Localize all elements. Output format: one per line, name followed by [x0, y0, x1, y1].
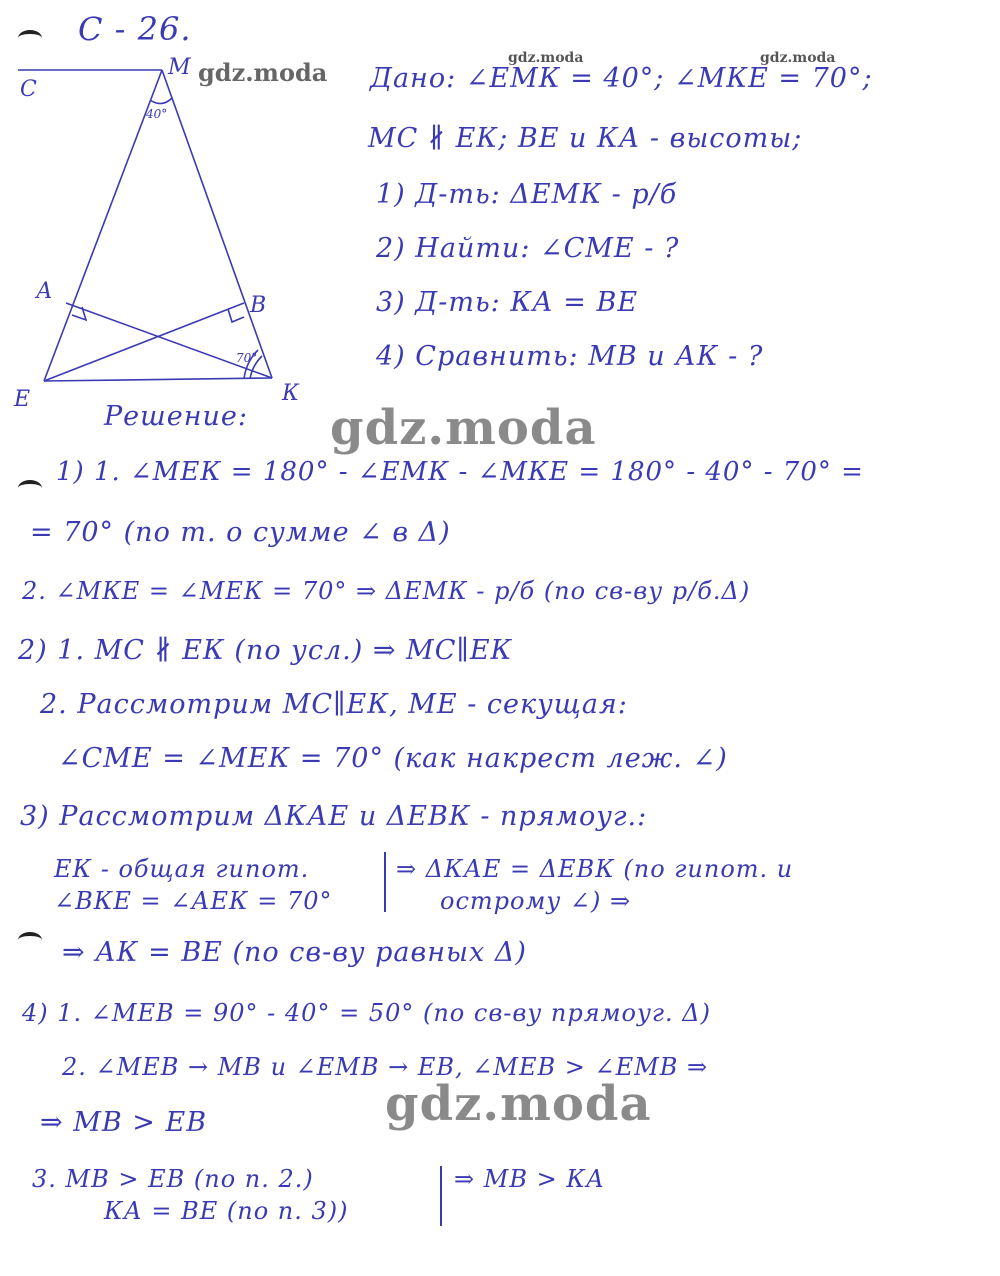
- solution-line: острому ∠) ⇒: [440, 887, 632, 915]
- watermark: gdz.moda: [508, 50, 584, 66]
- question-3: 3) Д-ть: КА = ВЕ: [376, 287, 639, 318]
- angle-arc-m: [150, 98, 172, 104]
- watermark: gdz.moda: [330, 400, 597, 456]
- brace: [384, 852, 386, 912]
- solution-line: ⇒ МВ > КА: [454, 1165, 606, 1193]
- solution-line: ∠СМЕ = ∠МЕК = 70° (как накрест леж. ∠): [58, 743, 728, 774]
- label-b: В: [250, 293, 267, 318]
- given-line-1: Дано: ∠ЕМК = 40°; ∠МКЕ = 70°;: [370, 63, 873, 94]
- margin-mark: [18, 30, 42, 46]
- label-m: М: [168, 55, 191, 80]
- side-ek: [44, 378, 272, 381]
- label-a: А: [36, 279, 53, 304]
- label-k: К: [282, 381, 300, 406]
- brace: [440, 1166, 442, 1226]
- altitude-ka: [66, 303, 272, 378]
- solution-line: = 70° (по т. о сумме ∠ в Δ): [30, 517, 451, 548]
- altitude-eb: [44, 303, 244, 381]
- solution-line: 2. Рассмотрим МС∥ЕК, МЕ - секущая:: [40, 689, 628, 720]
- solution-line: ⇒ АК = ВЕ (по св-ву равных Δ): [62, 937, 527, 968]
- margin-mark: [18, 480, 42, 496]
- solution-line: 2. ∠МЕВ → МВ и ∠ЕМВ → ЕВ, ∠МЕВ > ∠ЕМВ ⇒: [62, 1053, 709, 1081]
- solution-line: 2. ∠МКЕ = ∠МЕК = 70° ⇒ ΔЕМК - р/б (по св-ву р/б.Δ): [22, 577, 751, 605]
- solution-heading: Решение:: [104, 401, 248, 432]
- question-1: 1) Д-ть: ΔЕМК - р/б: [376, 179, 678, 210]
- watermark: gdz.moda: [198, 58, 328, 87]
- solution-line: 1) 1. ∠МЕК = 180° - ∠ЕМК - ∠МКЕ = 180° - 40° - 70° =: [56, 457, 864, 487]
- solution-line: 4) 1. ∠МЕВ = 90° - 40° = 50° (по св-ву прямоуг. Δ): [22, 999, 711, 1027]
- solution-line: КА = ВЕ (по п. 3)): [104, 1197, 349, 1225]
- label-c: С: [20, 77, 37, 102]
- solution-line: 3) Рассмотрим ΔКАЕ и ΔЕВК - прямоуг.:: [20, 801, 648, 832]
- solution-line: 2) 1. МС ∦ ЕК (по усл.) ⇒ МС∥ЕК: [18, 635, 513, 666]
- angle-label-k: 70°: [236, 351, 258, 365]
- solution-line: ∠ВКЕ = ∠АЕК = 70°: [54, 887, 333, 915]
- side-mk: [162, 70, 272, 378]
- question-4: 4) Сравнить: МВ и АК - ?: [376, 341, 764, 372]
- problem-number: С - 26.: [78, 10, 192, 48]
- margin-mark: [18, 932, 42, 948]
- given-line-2: МС ∦ ЕК; ВЕ и КА - высоты;: [368, 123, 803, 154]
- angle-label-m: 40°: [146, 107, 168, 121]
- side-me: [44, 70, 162, 381]
- label-e: Е: [14, 387, 31, 412]
- solution-line: 3. МВ > ЕВ (по п. 2.): [32, 1165, 314, 1193]
- solution-line: ⇒ ΔКАЕ = ΔЕВК (по гипот. и: [396, 855, 794, 883]
- watermark: gdz.moda: [385, 1076, 652, 1132]
- solution-line: ⇒ МВ > ЕВ: [40, 1107, 208, 1138]
- watermark: gdz.moda: [760, 50, 836, 66]
- solution-line: ЕК - общая гипот.: [54, 855, 310, 883]
- right-angle-b: [228, 309, 244, 322]
- question-2: 2) Найти: ∠СМЕ - ?: [376, 233, 680, 264]
